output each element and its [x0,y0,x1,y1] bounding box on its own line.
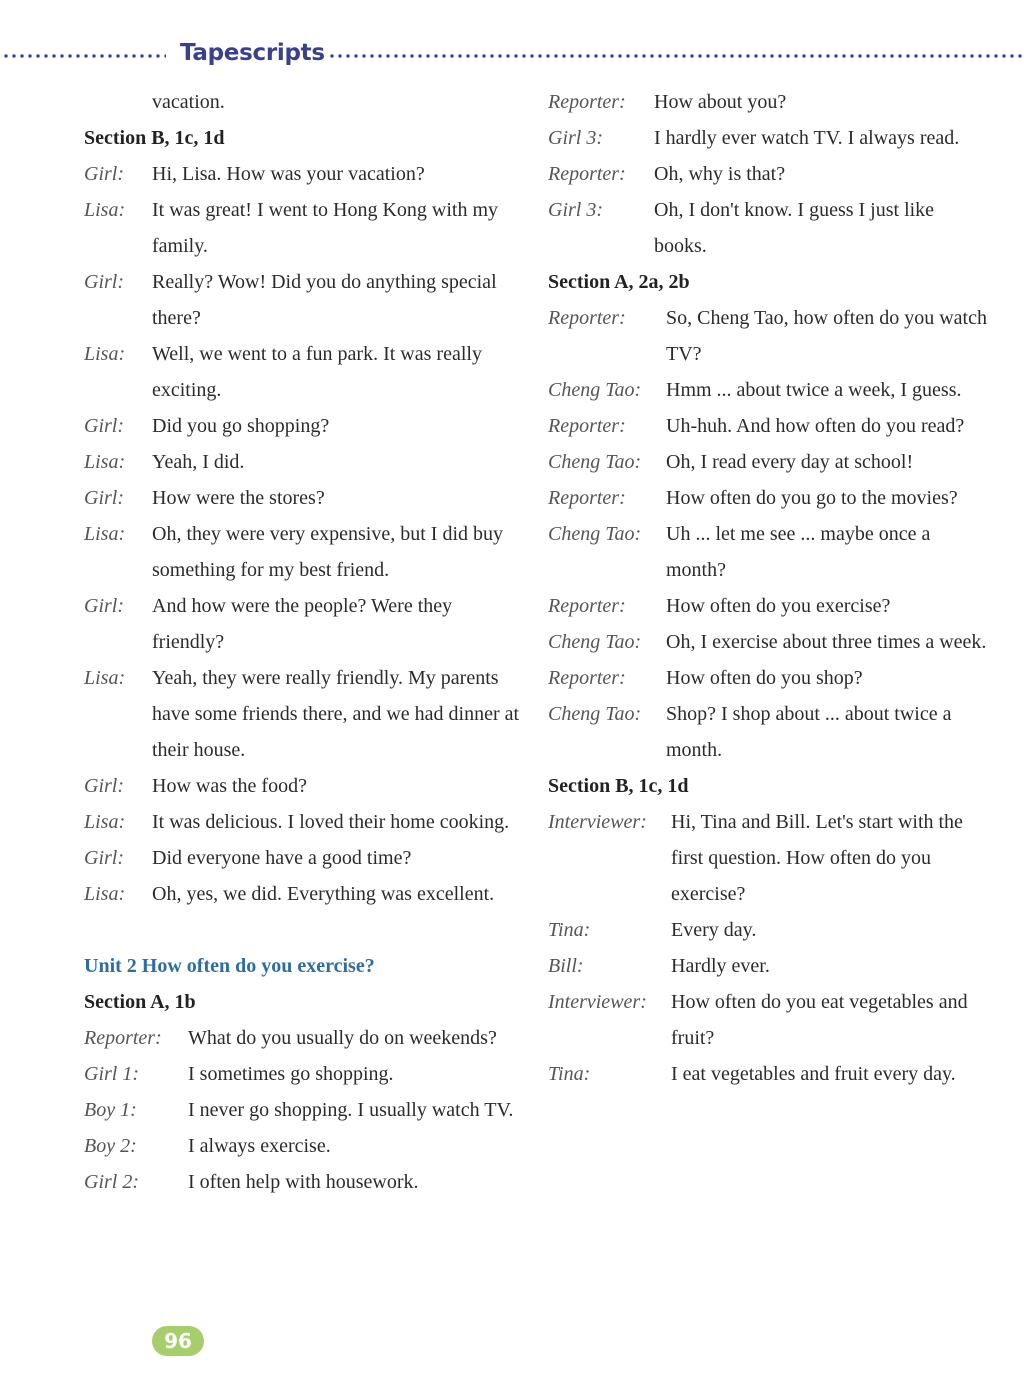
dialogue-line [548,588,988,624]
section-heading: Section B, 1c, 1d [84,127,225,149]
dialogue-line [84,264,524,336]
dialogue-line [548,300,988,372]
dialogue-block [84,1020,524,1200]
speaker-label: Girl 1: [84,1063,139,1085]
dialogue-text: How often do you go to the movies? [666,487,958,509]
speaker-label: Girl 2: [84,1171,139,1193]
dialogue-text: Well, we went to a fun park. It was really exciting. [152,343,482,401]
header-title: Tapescripts [180,40,325,66]
dialogue-line [84,1056,524,1092]
speaker-label: Girl: [84,847,124,869]
dialogue-line [548,948,988,984]
dialogue-line [548,408,988,444]
dialogue-text: Oh, yes, we did. Everything was excellent. [152,883,495,905]
dialogue-text: Yeah, they were really friendly. My parents have some friends there, and we had dinner at their house. [152,667,520,761]
left-column [84,84,524,1200]
dialogue-text: I hardly ever watch TV. I always read. [654,127,960,149]
dialogue-line [548,696,988,768]
dialogue-line [84,660,524,768]
header-dots-left [2,54,166,58]
dialogue-line [84,876,524,912]
dialogue-block [548,300,988,768]
speaker-label: Girl: [84,271,124,293]
dialogue-text: Hmm ... about twice a week, I guess. [666,379,962,401]
dialogue-line [548,156,988,192]
dialogue-line [84,336,524,408]
section-heading: Section A, 1b [84,991,196,1013]
dialogue-text: And how were the people? Were they friendly? [152,595,453,653]
dialogue-line [548,120,988,156]
speaker-label: Reporter: [548,307,626,329]
dialogue-text: How was the food? [152,775,307,797]
dialogue-line [84,516,524,588]
speaker-label: Lisa: [84,667,126,689]
section-heading: Section B, 1c, 1d [548,775,689,797]
dialogue-text: How often do you exercise? [666,595,891,617]
speaker-label: Cheng Tao: [548,451,642,473]
dialogue-line [84,444,524,480]
right-column [548,84,988,1092]
speaker-label: Interviewer: [548,991,647,1013]
speaker-label: Reporter: [548,415,626,437]
dialogue-text: It was great! I went to Hong Kong with my family. [152,199,499,257]
dialogue-text: How often do you eat vegetables and fruit? [671,991,968,1049]
dialogue-text: Uh-huh. And how often do you read? [666,415,965,437]
speaker-label: Girl: [84,595,124,617]
speaker-label: Girl 3: [548,127,603,149]
speaker-label: Cheng Tao: [548,523,642,545]
speaker-label: Lisa: [84,451,126,473]
speaker-label: Lisa: [84,199,126,221]
dialogue-text: Yeah, I did. [152,451,245,473]
speaker-label: Cheng Tao: [548,631,642,653]
continued-text: vacation. [152,91,225,113]
dialogue-text: So, Cheng Tao, how often do you watch TV? [666,307,987,365]
dialogue-text: Oh, I exercise about three times a week. [666,631,987,653]
dialogue-text: Oh, I read every day at school! [666,451,914,473]
speaker-label: Lisa: [84,343,126,365]
page-header [0,38,1024,74]
dialogue-text: Hardly ever. [671,955,770,977]
section-heading: Section A, 2a, 2b [548,271,690,293]
speaker-label: Girl 3: [548,199,603,221]
dialogue-line [548,660,988,696]
speaker-label: Girl: [84,487,124,509]
dialogue-line [548,624,988,660]
dialogue-line [84,408,524,444]
speaker-label: Reporter: [548,91,626,113]
dialogue-text: Did you go shopping? [152,415,330,437]
dialogue-line [84,804,524,840]
speaker-label: Bill: [548,955,584,977]
speaker-label: Reporter: [548,595,626,617]
speaker-label: Reporter: [548,487,626,509]
dialogue-text: Every day. [671,919,757,941]
speaker-label: Cheng Tao: [548,379,642,401]
header-dots-right [328,54,1022,58]
dialogue-line [548,480,988,516]
dialogue-line [84,1164,524,1200]
speaker-label: Tina: [548,1063,591,1085]
speaker-label: Reporter: [548,163,626,185]
dialogue-text: It was delicious. I loved their home cooking. [152,811,510,833]
dialogue-text: Shop? I shop about ... about twice a month. [666,703,952,761]
dialogue-text: What do you usually do on weekends? [188,1027,497,1049]
dialogue-text: I never go shopping. I usually watch TV. [188,1099,514,1121]
dialogue-line [548,1056,988,1092]
dialogue-line [84,840,524,876]
dialogue-line [548,984,988,1056]
dialogue-line [548,372,988,408]
dialogue-line [84,480,524,516]
dialogue-text: I always exercise. [188,1135,331,1157]
dialogue-line [548,192,988,264]
dialogue-line [84,192,524,264]
speaker-label: Reporter: [84,1027,162,1049]
dialogue-text: Did everyone have a good time? [152,847,412,869]
dialogue-block [548,804,988,1092]
speaker-label: Lisa: [84,883,126,905]
dialogue-line [84,588,524,660]
speaker-label: Girl: [84,415,124,437]
dialogue-line [84,1128,524,1164]
dialogue-line [548,912,988,948]
dialogue-text: Uh ... let me see ... maybe once a month? [666,523,931,581]
dialogue-text: Oh, I don't know. I guess I just like books. [654,199,935,257]
dialogue-block [84,156,524,912]
dialogue-line [548,444,988,480]
dialogue-text: Hi, Tina and Bill. Let's start with the first question. How often do you exercise? [671,811,963,905]
page-number: 96 [152,1326,204,1356]
dialogue-text: Really? Wow! Did you do anything special there? [152,271,497,329]
dialogue-text: I sometimes go shopping. [188,1063,394,1085]
dialogue-text: How about you? [654,91,787,113]
speaker-label: Boy 2: [84,1135,137,1157]
speaker-label: Girl: [84,775,124,797]
dialogue-text: I often help with housework. [188,1171,419,1193]
dialogue-line [84,156,524,192]
dialogue-block [548,84,988,264]
dialogue-text: Oh, why is that? [654,163,786,185]
dialogue-line [548,516,988,588]
speaker-label: Tina: [548,919,591,941]
speaker-label: Cheng Tao: [548,703,642,725]
dialogue-line [548,84,988,120]
dialogue-text: Oh, they were very expensive, but I did buy something for my best friend. [152,523,504,581]
speaker-label: Interviewer: [548,811,647,833]
dialogue-line [84,1020,524,1056]
dialogue-text: Hi, Lisa. How was your vacation? [152,163,425,185]
speaker-label: Reporter: [548,667,626,689]
dialogue-text: I eat vegetables and fruit every day. [671,1063,956,1085]
dialogue-text: How often do you shop? [666,667,863,689]
dialogue-text: How were the stores? [152,487,325,509]
unit-title: Unit 2 How often do you exercise? [84,955,375,977]
speaker-label: Boy 1: [84,1099,137,1121]
speaker-label: Lisa: [84,811,126,833]
speaker-label: Girl: [84,163,124,185]
dialogue-line [548,804,988,912]
speaker-label: Lisa: [84,523,126,545]
dialogue-line [84,1092,524,1128]
dialogue-line [84,768,524,804]
